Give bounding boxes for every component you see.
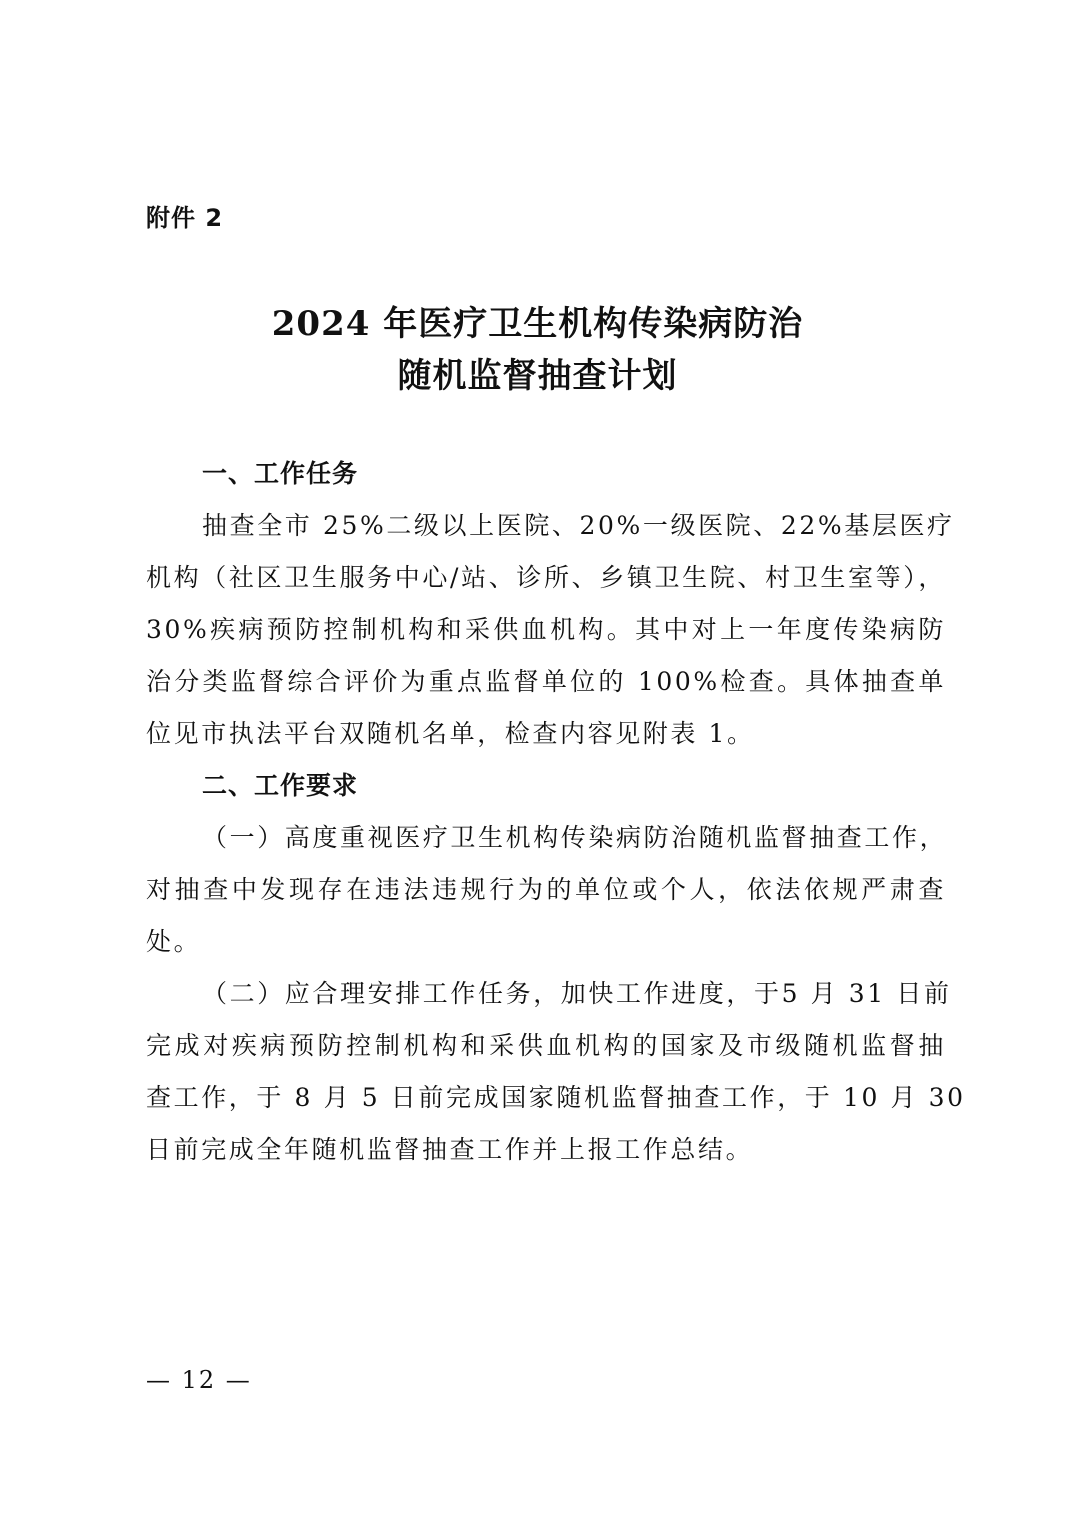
section-heading-work-requirements: 二、工作要求 <box>202 771 359 800</box>
paragraph-line: 机构（社区卫生服务中心/站、诊所、乡镇卫生院、村卫生室等）， <box>146 563 946 592</box>
paragraph-work-tasks <box>146 500 955 760</box>
paragraph-line: 位见市执法平台双随机名单，检查内容见附表 1。 <box>146 719 755 748</box>
paragraph-line: 查工作，于 8 月 5 日前完成国家随机监督抽查工作，于 10 月 30 <box>146 1083 966 1112</box>
paragraph-line: （二）应合理安排工作任务，加快工作进度，于5 月 31 日前 <box>202 979 952 1008</box>
document-title-line-2: 随机监督抽查计划 <box>397 356 678 396</box>
page-number: — 12 — <box>146 1366 252 1394</box>
section-heading-work-tasks: 一、工作任务 <box>202 459 359 488</box>
paragraph-line: 处。 <box>146 927 202 956</box>
document-title-line-1: 2024 年医疗卫生机构传染病防治 <box>271 304 804 344</box>
paragraph-line: 30%疾病预防控制机构和采供血机构。其中对上一年度传染病防 <box>146 615 946 644</box>
paragraph-line: 日前完成全年随机监督抽查工作并上报工作总结。 <box>146 1135 754 1164</box>
attachment-label: 附件 2 <box>146 204 224 232</box>
paragraph-requirement-1 <box>146 812 946 968</box>
paragraph-line: 对抽查中发现存在违法违规行为的单位或个人，依法依规严肃查 <box>146 875 946 904</box>
paragraph-line: 治分类监督综合评价为重点监督单位的 100%检查。具体抽查单 <box>146 667 946 696</box>
paragraph-requirement-2 <box>146 968 966 1176</box>
paragraph-line: 抽查全市 25%二级以上医院、20%一级医院、22%基层医疗 <box>202 511 955 540</box>
paragraph-line: 完成对疾病预防控制机构和采供血机构的国家及市级随机监督抽 <box>146 1031 946 1060</box>
paragraph-line: （一）高度重视医疗卫生机构传染病防治随机监督抽查工作， <box>202 823 948 852</box>
